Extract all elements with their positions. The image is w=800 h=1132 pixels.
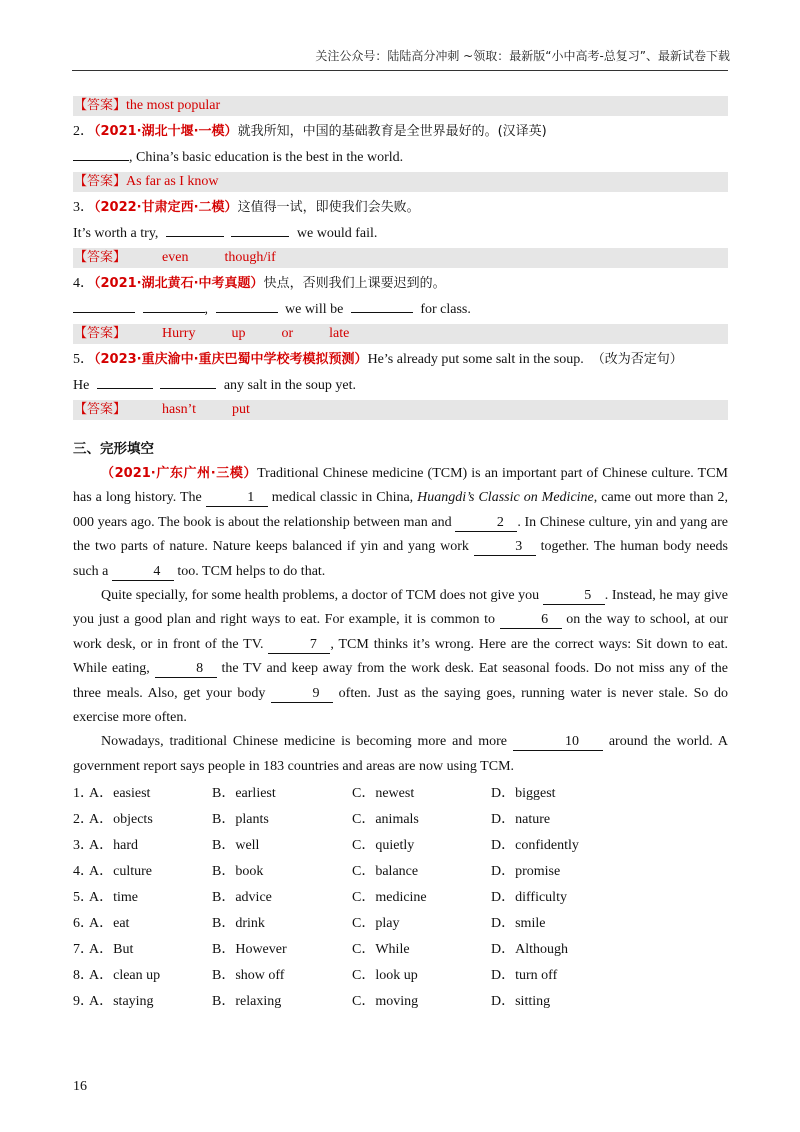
option-c: C．quietly bbox=[352, 838, 415, 854]
option-c: C．While bbox=[352, 942, 410, 958]
answer-text: the most popular bbox=[126, 98, 221, 113]
cloze-paragraph-3 bbox=[73, 730, 728, 779]
option-number: 6． bbox=[73, 916, 94, 932]
option-b: B．well bbox=[212, 838, 260, 854]
cloze-source: （2021·广东广州·三模） bbox=[101, 466, 258, 481]
cloze-blank-6: 6 bbox=[500, 611, 562, 629]
question-prompt: 这值得一试，即使我们会失败。 bbox=[237, 200, 420, 215]
option-number: 8． bbox=[73, 968, 94, 984]
question-number: 4． bbox=[73, 276, 94, 291]
cloze-text: , came out more than 2, 000 years ago. The book is about the relationship between man and bbox=[73, 490, 729, 530]
option-a: A．staying bbox=[89, 994, 154, 1010]
option-number: 7． bbox=[73, 942, 94, 958]
cloze-text: the TV and keep away from the work desk. Eat seasonal foods. Do not miss any of the three meals. Also, get your body bbox=[73, 661, 729, 701]
option-number: 5． bbox=[73, 890, 94, 906]
option-d: D．confidently bbox=[491, 838, 579, 854]
page-content bbox=[73, 94, 728, 1015]
answer-bar bbox=[73, 96, 728, 116]
option-c: C．newest bbox=[352, 786, 415, 802]
line-text: for class. bbox=[420, 301, 471, 317]
question-number: 3． bbox=[73, 200, 94, 215]
question-5 bbox=[73, 347, 728, 373]
answer-label: 【答案】 bbox=[74, 402, 127, 417]
cloze-text: on the way to school, at our work desk, or in front of the TV. bbox=[73, 612, 728, 652]
question-2-line bbox=[73, 145, 728, 171]
answer-blank bbox=[216, 297, 278, 313]
cloze-paragraph-1 bbox=[73, 462, 728, 584]
option-row bbox=[73, 807, 728, 833]
page-header: 关注公众号：陆陆高分冲刺 ~领取：最新版“小中高考-总复习”、最新试卷下载 bbox=[315, 49, 730, 63]
question-3 bbox=[73, 195, 728, 221]
question-number: 2． bbox=[73, 124, 94, 139]
cloze-text: medical classic in China, bbox=[271, 490, 414, 506]
option-a: A．time bbox=[89, 890, 138, 906]
cloze-text: Quite specially, for some health problems, a doctor of TCM does not give you bbox=[101, 588, 540, 604]
question-instruction: （改为否定句） bbox=[591, 352, 683, 367]
cloze-text: . In Chinese culture, yin and yang are the two parts of nature. Nature keeps balanced if yin and yang work bbox=[73, 514, 729, 555]
option-number: 2． bbox=[73, 812, 94, 828]
option-a: A．culture bbox=[89, 864, 152, 880]
option-d: D．difficulty bbox=[491, 890, 567, 906]
header-divider bbox=[72, 70, 728, 71]
option-row bbox=[73, 937, 728, 963]
answer-blank bbox=[166, 221, 224, 237]
option-d: D．sitting bbox=[491, 994, 551, 1010]
option-c: C．look up bbox=[352, 968, 418, 984]
answer-blank bbox=[73, 145, 129, 161]
option-a: A．easiest bbox=[89, 786, 151, 802]
option-d: D．nature bbox=[491, 812, 551, 828]
options-list bbox=[73, 781, 728, 1015]
option-a: A．But bbox=[89, 942, 134, 958]
answer-text: As far as I know bbox=[126, 174, 219, 189]
line-text: we would fail. bbox=[296, 225, 378, 241]
option-row bbox=[73, 885, 728, 911]
option-a: A．hard bbox=[89, 838, 138, 854]
cloze-blank-7: 7 bbox=[268, 636, 330, 654]
option-d: D．turn off bbox=[491, 968, 558, 984]
question-prompt: He’s already put some salt in the soup. bbox=[367, 352, 584, 367]
cloze-blank-8: 8 bbox=[155, 660, 217, 678]
cloze-paragraph-2 bbox=[73, 584, 728, 730]
option-c: C．play bbox=[352, 916, 400, 932]
answer-blank bbox=[97, 373, 153, 389]
book-title: Huangdi’s Classic on Medicine bbox=[417, 490, 594, 506]
option-c: C．balance bbox=[352, 864, 419, 880]
answer-blank bbox=[231, 221, 289, 237]
line-text: He bbox=[73, 377, 90, 393]
option-number: 1． bbox=[73, 786, 94, 802]
cloze-text: . Instead, he may give you just a good plan and right ways to eat. For example, it is common to bbox=[73, 588, 728, 628]
option-number: 3． bbox=[73, 838, 94, 854]
cloze-text: together. The human body needs such a bbox=[73, 539, 729, 579]
answer-blank bbox=[351, 297, 413, 313]
answer-label: 【答案】 bbox=[74, 174, 127, 189]
answer-text: though/if bbox=[224, 250, 276, 265]
line-text: , China’s basic education is the best in the world. bbox=[129, 149, 404, 165]
option-a: A．objects bbox=[89, 812, 153, 828]
option-b: B．advice bbox=[212, 890, 272, 906]
option-b: B．show off bbox=[212, 968, 285, 984]
cloze-text: , TCM thinks it’s wrong. Here are the correct ways: Sit down to eat. While eating, bbox=[73, 636, 728, 677]
question-prompt: 快点，否则我们上课要迟到的。 bbox=[263, 276, 446, 291]
option-d: D．biggest bbox=[491, 786, 556, 802]
option-b: B．earliest bbox=[212, 786, 276, 802]
option-row bbox=[73, 963, 728, 989]
option-number: 9． bbox=[73, 994, 94, 1010]
cloze-text: Nowadays, traditional Chinese medicine is becoming more and more bbox=[101, 734, 508, 750]
page-number: 16 bbox=[73, 1079, 87, 1094]
cloze-blank-2: 2 bbox=[455, 514, 517, 532]
cloze-text: often. Just as the saying goes, running water is never stale. So do exercise more often. bbox=[73, 685, 729, 726]
section-title: 三、完形填空 bbox=[73, 441, 154, 457]
option-number: 4． bbox=[73, 864, 94, 880]
option-c: C．moving bbox=[352, 994, 419, 1010]
question-source: （2021·湖北黄石·中考真题） bbox=[94, 276, 264, 291]
answer-label: 【答案】 bbox=[74, 250, 127, 265]
option-b: B．drink bbox=[212, 916, 265, 932]
question-source: （2022·甘肃定西·二模） bbox=[94, 200, 238, 215]
question-source: （2021·湖北十堰·一模） bbox=[94, 124, 238, 139]
question-source: （2023·重庆渝中·重庆巴蜀中学校考模拟预测） bbox=[94, 352, 368, 367]
option-row bbox=[73, 911, 728, 937]
option-a: A．eat bbox=[89, 916, 130, 932]
answer-text: even bbox=[162, 250, 189, 265]
cloze-text: Traditional Chinese medicine (TCM) is an important part of Chinese culture. TCM has a long history. The bbox=[73, 466, 728, 506]
answer-label: 【答案】 bbox=[74, 326, 127, 341]
option-row bbox=[73, 781, 728, 807]
question-4-line bbox=[73, 297, 728, 323]
answer-text: put bbox=[231, 402, 250, 417]
answer-bar bbox=[73, 248, 728, 268]
answer-label: 【答案】 bbox=[74, 98, 127, 113]
question-5-line bbox=[73, 373, 728, 399]
cloze-text: around the world. A government report says people in 183 countries and areas are now using TCM. bbox=[73, 734, 729, 774]
line-text: , bbox=[204, 301, 208, 317]
line-text: It’s worth a try, bbox=[73, 225, 159, 241]
question-prompt: 就我所知，中国的基础教育是全世界最好的。(汉译英) bbox=[237, 124, 547, 139]
option-d: D．smile bbox=[491, 916, 546, 932]
option-row bbox=[73, 833, 728, 859]
option-b: B．book bbox=[212, 864, 264, 880]
answer-bar bbox=[73, 400, 728, 420]
option-a: A．clean up bbox=[89, 968, 161, 984]
question-number: 5． bbox=[73, 352, 94, 367]
answer-blank bbox=[143, 297, 205, 313]
option-b: B．However bbox=[212, 942, 287, 958]
option-d: D．promise bbox=[491, 864, 561, 880]
cloze-blank-1: 1 bbox=[206, 489, 268, 507]
option-row bbox=[73, 989, 728, 1015]
cloze-blank-10: 10 bbox=[513, 733, 603, 751]
answer-text: hasn’t bbox=[162, 402, 196, 417]
cloze-blank-9: 9 bbox=[271, 685, 333, 703]
answer-blank bbox=[160, 373, 216, 389]
cloze-blank-5: 5 bbox=[543, 587, 605, 605]
answer-text: or bbox=[281, 326, 294, 341]
answer-text: Hurry bbox=[162, 326, 196, 341]
answer-bar bbox=[73, 172, 728, 192]
option-b: B．plants bbox=[212, 812, 269, 828]
option-row bbox=[73, 859, 728, 885]
cloze-blank-3: 3 bbox=[474, 538, 536, 556]
answer-bar bbox=[73, 324, 728, 344]
option-c: C．animals bbox=[352, 812, 419, 828]
question-4 bbox=[73, 271, 728, 297]
question-2 bbox=[73, 119, 728, 145]
cloze-text: too. TCM helps to do that. bbox=[177, 563, 326, 579]
answer-blank bbox=[73, 297, 135, 313]
cloze-blank-4: 4 bbox=[112, 563, 174, 581]
question-3-line bbox=[73, 221, 728, 247]
answer-text: up bbox=[231, 326, 246, 341]
answer-text: late bbox=[329, 326, 350, 341]
line-text: we will be bbox=[285, 301, 344, 317]
option-c: C．medicine bbox=[352, 890, 427, 906]
option-b: B．relaxing bbox=[212, 994, 282, 1010]
option-d: D．Although bbox=[491, 942, 568, 958]
line-text: any salt in the soup yet. bbox=[223, 377, 357, 393]
